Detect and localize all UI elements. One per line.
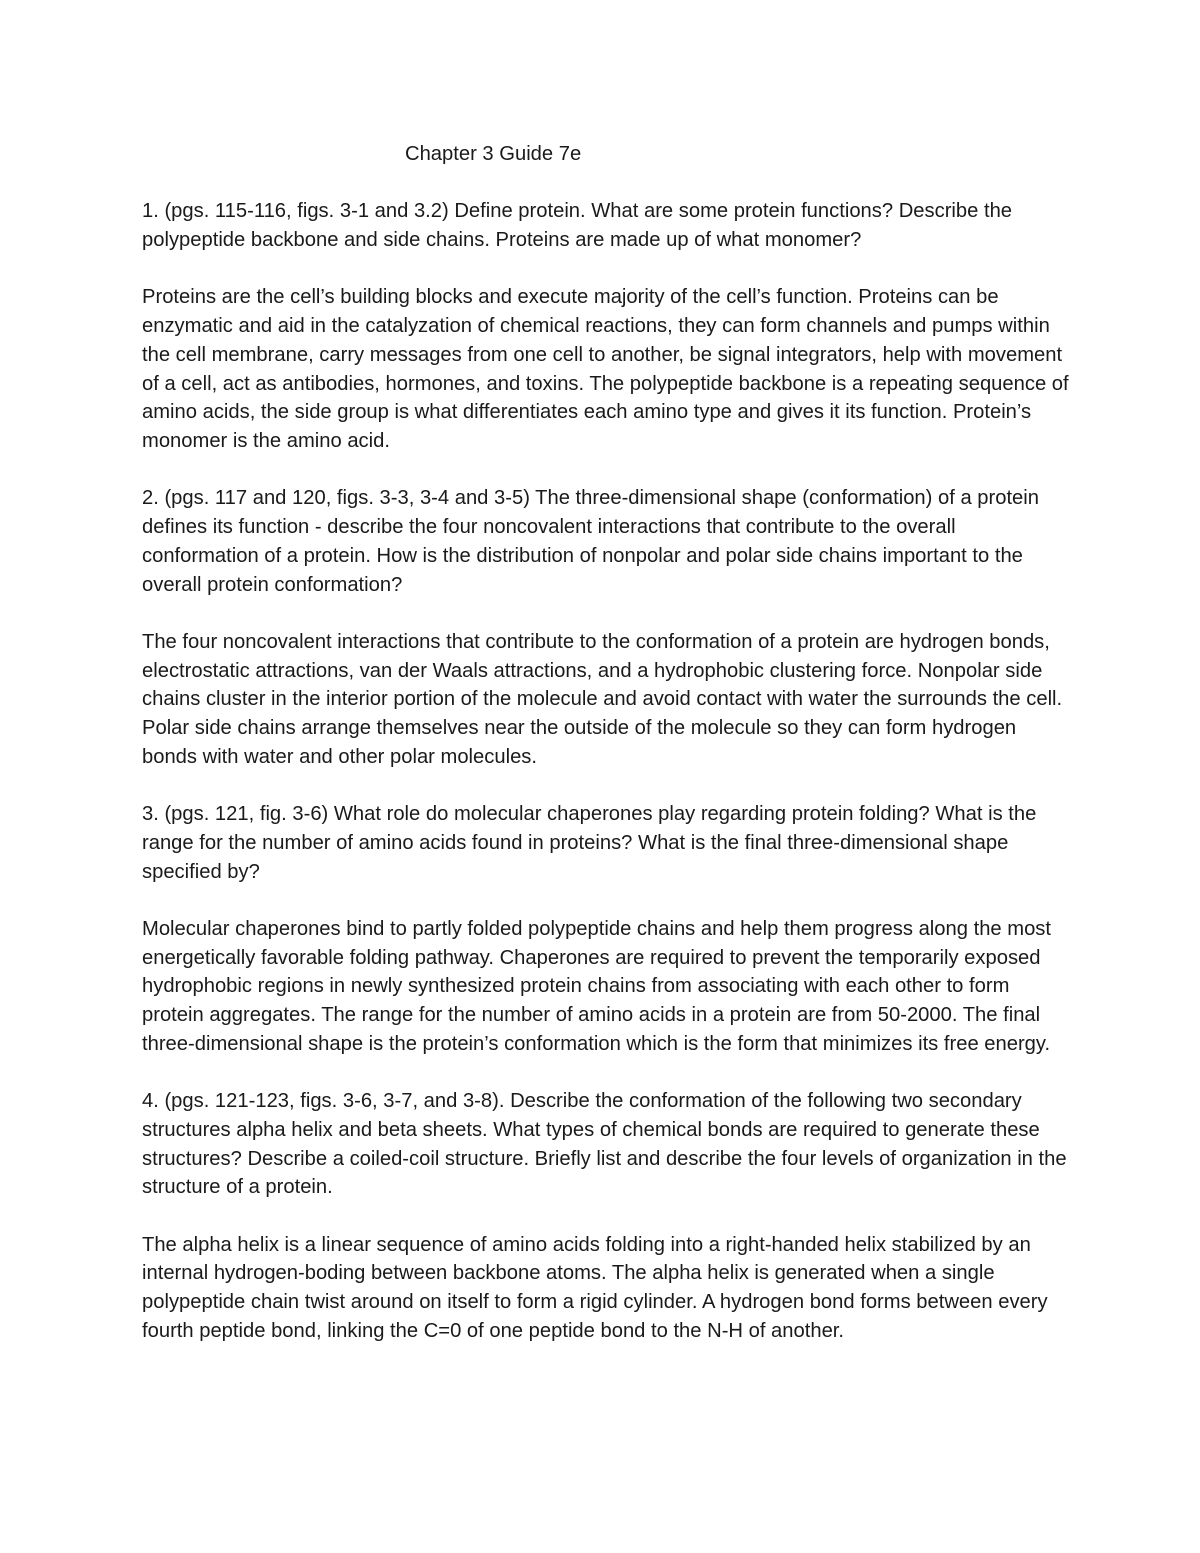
document-title: Chapter 3 Guide 7e	[405, 143, 582, 165]
question-4: 4. (pgs. 121-123, figs. 3-6, 3-7, and 3-8). Describe the conformation of the following two secondary structures alpha helix and beta sheets. What types of chemical bonds are required to generate these structures? Describe a coiled-coil structure. Briefly list and describe the four levels of organization in the structure of a protein.	[142, 1090, 1067, 1199]
question-3: 3. (pgs. 121, fig. 3-6) What role do molecular chaperones play regarding protein folding? What is the range for the number of amino acids found in proteins? What is the final three-dimensional shape specified by?	[142, 803, 1037, 883]
answer-4: The alpha helix is a linear sequence of amino acids folding into a right-handed helix stabilized by an internal hydrogen-boding between backbone atoms. The alpha helix is generated when a single polypeptide chain twist around on itself to form a rigid cylinder. A hydrogen bond forms between every fourth peptide bond, linking the C=0 of one peptide bond to the N-H of another.	[142, 1233, 1048, 1342]
question-1: 1. (pgs. 115-116, figs. 3-1 and 3.2) Define protein. What are some protein functions? Describe the polypeptide backbone and side chains. Proteins are made up of what monomer?	[142, 200, 1013, 252]
answer-3: Molecular chaperones bind to partly folded polypeptide chains and help them progress along the most energetically favorable folding pathway. Chaperones are required to prevent the temporarily exposed hydrophobic regions in newly synthesized protein chains from associating with each other to form protein aggregates. The range for the number of amino acids in a protein are from 50-2000. The final three-dimensional shape is the protein’s conformation which is the form that minimizes its free energy.	[142, 917, 1051, 1055]
answer-2: The four noncovalent interactions that contribute to the conformation of a protein are hydrogen bonds, electrostatic attractions, van der Waals attractions, and a hydrophobic clustering force. Nonpolar side chains cluster in the interior portion of the molecule and avoid contact with water the surrounds the cell. Polar side chains arrange themselves near the outside of the molecule so they can form hydrogen bonds with water and other polar molecules.	[142, 630, 1063, 768]
document-body	[142, 140, 1072, 1374]
answer-1: Proteins are the cell’s building blocks and execute majority of the cell’s function. Proteins can be enzymatic and aid in the catalyzation of chemical reactions, they can form channels and pumps within the cell membrane, carry messages from one cell to another, be signal integrators, help with movement of a cell, act as antibodies, hormones, and toxins. The polypeptide backbone is a repeating sequence of amino acids, the side group is what differentiates each amino type and gives it its function. Protein’s monomer is the amino acid.	[142, 286, 1069, 452]
question-2: 2. (pgs. 117 and 120, figs. 3-3, 3-4 and 3-5) The three-dimensional shape (conformation) of a protein defines its function - describe the four noncovalent interactions that contribute to the overall conformation of a protein. How is the distribution of nonpolar and polar side chains important to the overall protein conformation?	[142, 487, 1040, 596]
